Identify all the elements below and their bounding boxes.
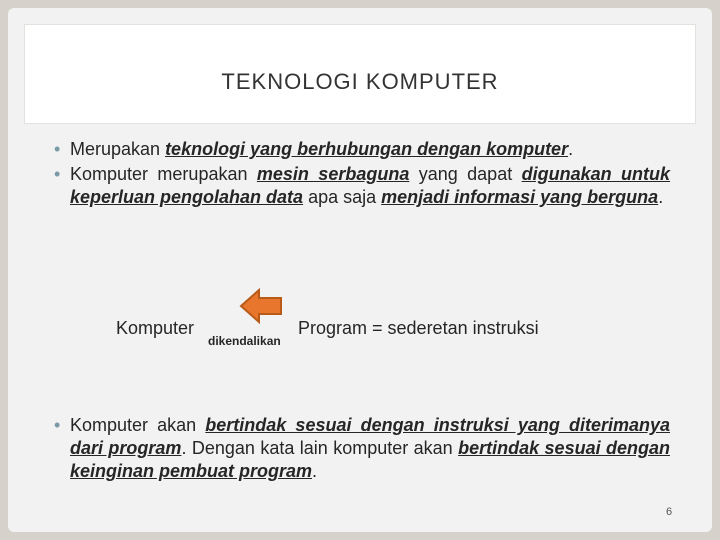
bullet-item-1 [46, 138, 670, 161]
dikendalikan-label: dikendalikan [208, 334, 281, 348]
text: . [312, 461, 318, 481]
underlined-text: menjadi informasi yang berguna [381, 187, 659, 207]
left-arrow-icon [239, 288, 283, 324]
bullet-item-3 [46, 414, 670, 483]
text: yang dapat [409, 164, 522, 184]
text: Komputer merupakan [70, 164, 257, 184]
slide-title: TEKNOLOGI KOMPUTER [221, 69, 499, 94]
komputer-label: Komputer [116, 318, 195, 338]
underlined-text: bertindak sesuai dengan instruksi yang diterimanya dari program [70, 415, 670, 458]
text: apa saja [303, 187, 382, 207]
underlined-text: teknologi yang berhubungan dengan komputer [165, 139, 569, 159]
text: . [568, 139, 574, 159]
underlined-text: digunakan untuk keperluan pengolahan data [70, 164, 671, 207]
program-label: Program = sederetan instruksi [298, 318, 539, 338]
text: . [658, 187, 664, 207]
bullet-list-bottom [46, 414, 670, 485]
underlined-text: mesin serbaguna [256, 164, 410, 184]
underlined-text: bertindak sesuai dengan keinginan pembuat program [70, 438, 670, 481]
text: . Dengan kata lain komputer akan [181, 438, 459, 458]
text: Komputer akan [70, 415, 206, 435]
title-box [24, 24, 696, 124]
control-diagram [116, 288, 636, 358]
bullet-item-2 [46, 163, 670, 209]
bullet-list-top [46, 138, 670, 211]
page-number: 6 [666, 506, 673, 518]
text: Merupakan [70, 139, 166, 159]
